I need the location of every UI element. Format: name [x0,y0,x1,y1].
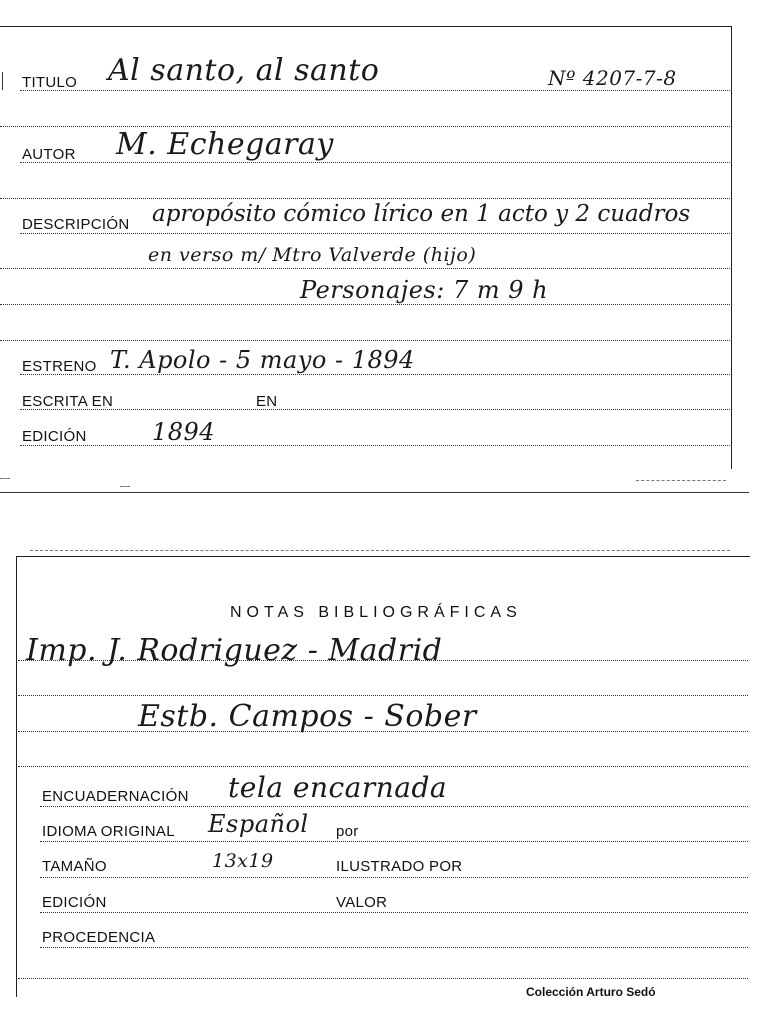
value-descripcion-line2: en verso m/ Mtro Valverde (hijo) [148,244,477,266]
rule [0,304,730,305]
label-encuadernacion: ENCUADERNACIÓN [42,788,189,805]
label-procedencia: PROCEDENCIA [42,929,156,946]
rule-procedencia [40,947,748,948]
value-autor: M. Echegaray [116,127,334,162]
label-ilustrado-por: ILUSTRADO POR [336,858,463,875]
label-autor: AUTOR [22,146,76,163]
value-edicion: 1894 [152,418,216,446]
label-en: EN [256,393,278,410]
rule [0,340,730,341]
value-numero: Nº 4207-7-8 [548,66,677,90]
rule-encuadernacion [40,806,748,807]
cut-mark [30,550,730,551]
value-notes-line2: Estb. Campos - Sober [138,699,477,734]
rule-edicion-2 [40,912,748,913]
label-edicion: EDICIÓN [22,428,87,445]
value-notes-line1: Imp. J. Rodriguez - Madrid [26,633,443,668]
label-estreno: ESTRENO [22,358,97,375]
label-tamano: TAMAÑO [42,858,107,875]
cut-mark [636,480,726,481]
rule-escrita [20,409,730,410]
rule-tamano [40,877,748,878]
value-descripcion-line1: apropósito cómico lírico en 1 acto y 2 cuadros [152,201,691,227]
label-valor: VALOR [336,894,388,911]
card-separator [0,492,749,493]
collection-footer: Colección Arturo Sedó [526,985,656,999]
label-titulo: TITULO [22,74,78,91]
rule [0,198,730,199]
rule-autor [20,162,730,163]
rule [0,126,730,127]
rule-descripcion [20,233,730,234]
rule [18,978,748,979]
rule-estreno [20,374,730,375]
rule-idioma [40,841,748,842]
cut-mark [0,478,10,479]
rule [0,268,730,269]
cut-mark [120,486,130,487]
value-idioma-original: Español [208,810,309,838]
label-idioma-original: IDIOMA ORIGINAL [42,823,175,840]
rule-edicion [20,445,730,446]
notas-title: NOTAS BIBLIOGRÁFICAS [230,604,522,621]
value-tamano: 13x19 [212,850,274,872]
label-por: por [336,823,359,840]
card-edge-mark [2,72,3,90]
value-estreno: T. Apolo - 5 mayo - 1894 [110,346,415,374]
rule [18,695,748,696]
value-descripcion-line3: Personajes: 7 m 9 h [300,276,549,304]
label-escrita-en: ESCRITA EN [22,393,114,410]
value-encuadernacion: tela encarnada [228,771,448,804]
rule [18,766,748,767]
label-edicion-2: EDICIÓN [42,894,107,911]
label-descripcion: DESCRIPCIÓN [22,216,130,233]
rule-titulo [20,90,730,91]
value-titulo: Al santo, al santo [108,53,380,88]
